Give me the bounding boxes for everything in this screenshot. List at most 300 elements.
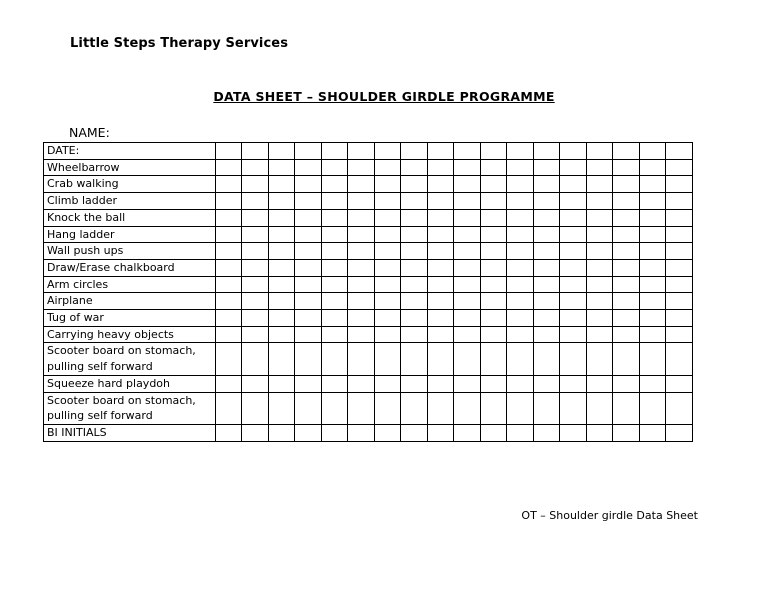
entry-cell[interactable] [533,159,560,176]
entry-cell[interactable] [560,276,587,293]
entry-cell[interactable] [507,143,534,160]
entry-cell[interactable] [348,193,375,210]
entry-cell[interactable] [480,293,507,310]
entry-cell[interactable] [639,375,666,392]
entry-cell[interactable] [586,226,613,243]
entry-cell[interactable] [427,276,454,293]
entry-cell[interactable] [268,143,295,160]
entry-cell[interactable] [268,310,295,327]
entry-cell[interactable] [374,159,401,176]
entry-cell[interactable] [427,293,454,310]
entry-cell[interactable] [639,176,666,193]
entry-cell[interactable] [295,392,322,424]
entry-cell[interactable] [348,375,375,392]
entry-cell[interactable] [268,375,295,392]
entry-cell[interactable] [401,209,428,226]
entry-cell[interactable] [401,276,428,293]
entry-cell[interactable] [427,326,454,343]
entry-cell[interactable] [348,310,375,327]
entry-cell[interactable] [348,209,375,226]
entry-cell[interactable] [348,276,375,293]
entry-cell[interactable] [480,276,507,293]
entry-cell[interactable] [374,143,401,160]
entry-cell[interactable] [454,392,481,424]
entry-cell[interactable] [321,243,348,260]
entry-cell[interactable] [639,159,666,176]
entry-cell[interactable] [374,209,401,226]
entry-cell[interactable] [639,193,666,210]
entry-cell[interactable] [666,259,693,276]
entry-cell[interactable] [321,392,348,424]
entry-cell[interactable] [480,176,507,193]
entry-cell[interactable] [613,375,640,392]
entry-cell[interactable] [321,343,348,375]
entry-cell[interactable] [507,176,534,193]
entry-cell[interactable] [215,243,242,260]
entry-cell[interactable] [480,375,507,392]
entry-cell[interactable] [586,159,613,176]
entry-cell[interactable] [321,326,348,343]
entry-cell[interactable] [401,375,428,392]
entry-cell[interactable] [480,209,507,226]
entry-cell[interactable] [427,259,454,276]
entry-cell[interactable] [427,424,454,441]
entry-cell[interactable] [295,159,322,176]
entry-cell[interactable] [268,243,295,260]
table-row [44,226,693,243]
entry-cell[interactable] [401,176,428,193]
table-row [44,276,693,293]
entry-cell[interactable] [321,193,348,210]
entry-cell[interactable] [295,193,322,210]
entry-cell[interactable] [427,310,454,327]
document-title: DATA SHEET – SHOULDER GIRDLE PROGRAMME [213,89,555,104]
entry-cell[interactable] [480,343,507,375]
entry-cell[interactable] [533,193,560,210]
entry-cell[interactable] [586,193,613,210]
entry-cell[interactable] [295,209,322,226]
entry-cell[interactable] [454,276,481,293]
entry-cell[interactable] [560,209,587,226]
entry-cell[interactable] [454,326,481,343]
entry-cell[interactable] [560,243,587,260]
entry-cell[interactable] [348,424,375,441]
entry-cell[interactable] [480,159,507,176]
entry-cell[interactable] [215,424,242,441]
entry-cell[interactable] [242,375,269,392]
entry-cell[interactable] [242,259,269,276]
entry-cell[interactable] [427,143,454,160]
entry-cell[interactable] [454,343,481,375]
entry-cell[interactable] [639,326,666,343]
entry-cell[interactable] [242,310,269,327]
entry-cell[interactable] [533,424,560,441]
entry-cell[interactable] [215,143,242,160]
entry-cell[interactable] [507,424,534,441]
entry-cell[interactable] [268,193,295,210]
entry-cell[interactable] [215,310,242,327]
entry-cell[interactable] [533,143,560,160]
entry-cell[interactable] [268,293,295,310]
entry-cell[interactable] [215,259,242,276]
entry-cell[interactable] [533,209,560,226]
entry-cell[interactable] [533,226,560,243]
entry-cell[interactable] [242,326,269,343]
entry-cell[interactable] [639,343,666,375]
entry-cell[interactable] [268,276,295,293]
entry-cell[interactable] [560,424,587,441]
entry-cell[interactable] [242,424,269,441]
entry-cell[interactable] [586,424,613,441]
entry-cell[interactable] [374,259,401,276]
entry-cell[interactable] [560,259,587,276]
entry-cell[interactable] [480,392,507,424]
entry-cell[interactable] [268,343,295,375]
entry-cell[interactable] [507,326,534,343]
data-sheet-body [44,143,693,442]
entry-cell[interactable] [401,243,428,260]
entry-cell[interactable] [507,392,534,424]
table-row [44,259,693,276]
entry-cell[interactable] [586,375,613,392]
entry-cell[interactable] [613,193,640,210]
entry-cell[interactable] [613,424,640,441]
entry-cell[interactable] [401,310,428,327]
entry-cell[interactable] [401,226,428,243]
entry-cell[interactable] [374,226,401,243]
entry-cell[interactable] [533,176,560,193]
entry-cell[interactable] [533,326,560,343]
entry-cell[interactable] [533,310,560,327]
entry-cell[interactable] [586,310,613,327]
entry-cell[interactable] [215,293,242,310]
entry-cell[interactable] [613,243,640,260]
entry-cell[interactable] [454,424,481,441]
entry-cell[interactable] [586,326,613,343]
entry-cell[interactable] [401,343,428,375]
entry-cell[interactable] [215,326,242,343]
entry-cell[interactable] [454,143,481,160]
entry-cell[interactable] [639,392,666,424]
footer-caption: OT – Shoulder girdle Data Sheet [521,509,698,522]
entry-cell[interactable] [613,143,640,160]
entry-cell[interactable] [321,310,348,327]
entry-cell[interactable] [321,143,348,160]
entry-cell[interactable] [242,343,269,375]
entry-cell[interactable] [666,293,693,310]
entry-cell[interactable] [427,159,454,176]
entry-cell[interactable] [639,424,666,441]
entry-cell[interactable] [374,424,401,441]
entry-cell[interactable] [242,209,269,226]
entry-cell[interactable] [666,310,693,327]
entry-cell[interactable] [374,310,401,327]
entry-cell[interactable] [560,226,587,243]
entry-cell[interactable] [480,143,507,160]
entry-cell[interactable] [427,392,454,424]
entry-cell[interactable] [374,243,401,260]
entry-cell[interactable] [215,343,242,375]
entry-cell[interactable] [560,375,587,392]
entry-cell[interactable] [560,159,587,176]
entry-cell[interactable] [215,159,242,176]
entry-cell[interactable] [639,276,666,293]
entry-cell[interactable] [480,310,507,327]
entry-cell[interactable] [639,243,666,260]
entry-cell[interactable] [666,193,693,210]
entry-cell[interactable] [295,143,322,160]
entry-cell[interactable] [533,293,560,310]
entry-cell[interactable] [639,209,666,226]
entry-cell[interactable] [374,276,401,293]
entry-cell[interactable] [215,375,242,392]
entry-cell[interactable] [480,326,507,343]
entry-cell[interactable] [242,276,269,293]
entry-cell[interactable] [533,375,560,392]
entry-cell[interactable] [613,310,640,327]
entry-cell[interactable] [454,310,481,327]
entry-cell[interactable] [268,424,295,441]
entry-cell[interactable] [295,276,322,293]
entry-cell[interactable] [268,176,295,193]
entry-cell[interactable] [586,209,613,226]
entry-cell[interactable] [295,310,322,327]
entry-cell[interactable] [507,243,534,260]
entry-cell[interactable] [507,226,534,243]
entry-cell[interactable] [454,375,481,392]
entry-cell[interactable] [401,159,428,176]
entry-cell[interactable] [321,259,348,276]
entry-cell[interactable] [666,392,693,424]
table-row [44,293,693,310]
entry-cell[interactable] [295,424,322,441]
entry-cell[interactable] [480,424,507,441]
entry-cell[interactable] [560,343,587,375]
entry-cell[interactable] [268,326,295,343]
entry-cell[interactable] [295,259,322,276]
entry-cell[interactable] [454,226,481,243]
entry-cell[interactable] [533,392,560,424]
entry-cell[interactable] [295,293,322,310]
entry-cell[interactable] [427,375,454,392]
entry-cell[interactable] [454,159,481,176]
entry-cell[interactable] [348,143,375,160]
entry-cell[interactable] [666,209,693,226]
entry-cell[interactable] [586,343,613,375]
entry-cell[interactable] [666,176,693,193]
entry-cell[interactable] [215,209,242,226]
entry-cell[interactable] [613,159,640,176]
entry-cell[interactable] [586,143,613,160]
entry-cell[interactable] [560,193,587,210]
entry-cell[interactable] [454,259,481,276]
entry-cell[interactable] [348,243,375,260]
entry-cell[interactable] [268,209,295,226]
entry-cell[interactable] [348,259,375,276]
entry-cell[interactable] [295,243,322,260]
entry-cell[interactable] [507,276,534,293]
entry-cell[interactable] [666,159,693,176]
entry-cell[interactable] [613,226,640,243]
entry-cell[interactable] [401,424,428,441]
row-label: Wall push ups [44,243,216,260]
entry-cell[interactable] [586,243,613,260]
entry-cell[interactable] [321,159,348,176]
entry-cell[interactable] [639,293,666,310]
entry-cell[interactable] [586,276,613,293]
entry-cell[interactable] [586,259,613,276]
entry-cell[interactable] [401,193,428,210]
entry-cell[interactable] [427,343,454,375]
entry-cell[interactable] [321,226,348,243]
entry-cell[interactable] [507,159,534,176]
entry-cell[interactable] [613,176,640,193]
row-label: Hang ladder [44,226,216,243]
entry-cell[interactable] [666,143,693,160]
entry-cell[interactable] [374,293,401,310]
entry-cell[interactable] [374,193,401,210]
entry-cell[interactable] [613,343,640,375]
entry-cell[interactable] [348,226,375,243]
entry-cell[interactable] [533,343,560,375]
entry-cell[interactable] [507,310,534,327]
entry-cell[interactable] [533,276,560,293]
entry-cell[interactable] [613,209,640,226]
entry-cell[interactable] [560,293,587,310]
entry-cell[interactable] [507,343,534,375]
entry-cell[interactable] [613,276,640,293]
entry-cell[interactable] [480,193,507,210]
entry-cell[interactable] [613,293,640,310]
entry-cell[interactable] [374,392,401,424]
entry-cell[interactable] [427,209,454,226]
entry-cell[interactable] [242,243,269,260]
entry-cell[interactable] [454,193,481,210]
entry-cell[interactable] [586,392,613,424]
entry-cell[interactable] [480,226,507,243]
entry-cell[interactable] [401,259,428,276]
entry-cell[interactable] [533,259,560,276]
entry-cell[interactable] [295,176,322,193]
entry-cell[interactable] [639,226,666,243]
entry-cell[interactable] [427,226,454,243]
entry-cell[interactable] [666,343,693,375]
entry-cell[interactable] [639,310,666,327]
entry-cell[interactable] [507,259,534,276]
entry-cell[interactable] [666,424,693,441]
entry-cell[interactable] [321,276,348,293]
entry-cell[interactable] [295,226,322,243]
entry-cell[interactable] [348,159,375,176]
entry-cell[interactable] [242,226,269,243]
row-label: Wheelbarrow [44,159,216,176]
entry-cell[interactable] [586,293,613,310]
entry-cell[interactable] [242,392,269,424]
entry-cell[interactable] [348,293,375,310]
entry-cell[interactable] [613,326,640,343]
entry-cell[interactable] [321,424,348,441]
entry-cell[interactable] [215,193,242,210]
entry-cell[interactable] [586,176,613,193]
entry-cell[interactable] [401,326,428,343]
entry-cell[interactable] [295,343,322,375]
row-label: Draw/Erase chalkboard [44,259,216,276]
entry-cell[interactable] [560,392,587,424]
entry-cell[interactable] [215,176,242,193]
entry-cell[interactable] [401,392,428,424]
entry-cell[interactable] [427,193,454,210]
entry-cell[interactable] [268,259,295,276]
entry-cell[interactable] [560,310,587,327]
entry-cell[interactable] [295,375,322,392]
entry-cell[interactable] [321,209,348,226]
entry-cell[interactable] [427,176,454,193]
table-row [44,159,693,176]
entry-cell[interactable] [401,143,428,160]
entry-cell[interactable] [427,243,454,260]
entry-cell[interactable] [454,293,481,310]
entry-cell[interactable] [666,326,693,343]
entry-cell[interactable] [639,259,666,276]
entry-cell[interactable] [321,176,348,193]
entry-cell[interactable] [454,176,481,193]
entry-cell[interactable] [507,193,534,210]
entry-cell[interactable] [560,176,587,193]
entry-cell[interactable] [666,243,693,260]
entry-cell[interactable] [242,293,269,310]
entry-cell[interactable] [374,375,401,392]
entry-cell[interactable] [242,143,269,160]
entry-cell[interactable] [374,326,401,343]
entry-cell[interactable] [242,176,269,193]
entry-cell[interactable] [215,226,242,243]
entry-cell[interactable] [507,209,534,226]
entry-cell[interactable] [348,392,375,424]
entry-cell[interactable] [533,243,560,260]
entry-cell[interactable] [560,143,587,160]
entry-cell[interactable] [560,326,587,343]
entry-cell[interactable] [321,375,348,392]
entry-cell[interactable] [215,392,242,424]
entry-cell[interactable] [348,343,375,375]
entry-cell[interactable] [480,259,507,276]
entry-cell[interactable] [348,176,375,193]
entry-cell[interactable] [215,276,242,293]
entry-cell[interactable] [321,293,348,310]
entry-cell[interactable] [268,392,295,424]
entry-cell[interactable] [268,159,295,176]
entry-cell[interactable] [348,326,375,343]
entry-cell[interactable] [295,326,322,343]
entry-cell[interactable] [613,259,640,276]
entry-cell[interactable] [480,243,507,260]
entry-cell[interactable] [666,226,693,243]
entry-cell[interactable] [374,343,401,375]
entry-cell[interactable] [454,243,481,260]
entry-cell[interactable] [242,159,269,176]
entry-cell[interactable] [507,293,534,310]
entry-cell[interactable] [374,176,401,193]
entry-cell[interactable] [666,276,693,293]
entry-cell[interactable] [666,375,693,392]
entry-cell[interactable] [613,392,640,424]
entry-cell[interactable] [639,143,666,160]
entry-cell[interactable] [242,193,269,210]
entry-cell[interactable] [507,375,534,392]
entry-cell[interactable] [401,293,428,310]
entry-cell[interactable] [268,226,295,243]
entry-cell[interactable] [454,209,481,226]
